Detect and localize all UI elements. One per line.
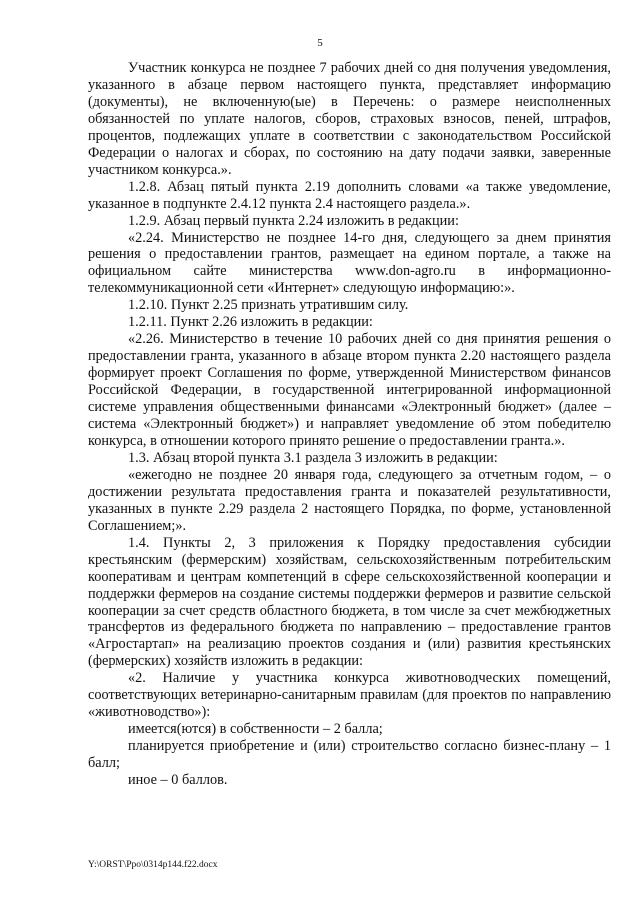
footer-file-path: Y:\ORST\Ppo\0314p144.f22.docx (88, 860, 218, 870)
document-body (88, 60, 611, 789)
paragraph-1-2-8: 1.2.8. Абзац пятый пункта 2.19 дополнить словами «а также уведомление, указанное в подпункте 2.4.12 пункта 2.4 настоящего раздела.». (88, 178, 611, 212)
paragraph-1-2-9: 1.2.9. Абзац первый пункта 2.24 изложить в редакции: (128, 212, 459, 229)
paragraph-score-other: иное – 0 баллов. (128, 772, 228, 789)
paragraph-score-planned: планируется приобретение и (или) строительство согласно бизнес-плану – 1 балл; (88, 738, 611, 772)
paragraph-annual-report: «ежегодно не позднее 20 января года, следующего за отчетным годом, – о достижении результата предоставления гранта и показателей результативности, указанных в пункте 2.29 раздела 2 настоящего Порядка, по форме, установленной Соглашением;». (88, 466, 611, 534)
paragraph-2-26: «2.26. Министерство в течение 10 рабочих дней со дня принятия решения о предоставлении гранта, указанного в абзаце втором пункта 2.20 настоящего раздела формирует проект Соглашения по форме, утвержденной Министерством финансов Российской Федерации, в государственной интегрированной информационной системе управления общественными финансами «Электронный бюджет» (далее – система «Электронный бюджет») и направляет уведомление об этом победителю конкурса, в отношении которого принято решение о предоставлении гранта.». (88, 331, 611, 449)
paragraph-2-24: «2.24. Министерство не позднее 14-го дня, следующего за днем принятия решения о предоставлении грантов, размещает на едином портале, а также на официальном сайте министерства www.don-agro.ru в информационно-телекоммуникационной сети «Интернет» следующую информацию:». (88, 229, 611, 297)
paragraph-1-4: 1.4. Пункты 2, 3 приложения к Порядку предоставления субсидии крестьянским (фермерским) хозяйствам, сельскохозяйственным потребительским кооперативам и центрам компетенций в сфере сельскохозяйственной кооперации и поддержки фермеров на создание системы поддержки фермеров и развитие сельской кооперации за счет средств областного бюджета, в том числе за счет межбюджетных трансфертов из федерального бюджета по направлению – предоставление грантов «Агростартап» на реализацию проектов создания и (или) развития крестьянских (фермерских) хозяйств изложить в редакции: (88, 534, 611, 670)
paragraph-score-owned: имеется(ются) в собственности – 2 балла; (128, 721, 383, 738)
paragraph-criterion-2: «2. Наличие у участника конкурса животноводческих помещений, соответствующих ветеринарно-санитарным правилам (для проектов по направлению «животноводство»): (88, 670, 611, 721)
page-number: 5 (317, 37, 323, 49)
paragraph-1-2-10: 1.2.10. Пункт 2.25 признать утратившим силу. (128, 297, 409, 314)
paragraph-1-3: 1.3. Абзац второй пункта 3.1 раздела 3 изложить в редакции: (128, 449, 498, 466)
paragraph-1-2-11: 1.2.11. Пункт 2.26 изложить в редакции: (128, 314, 373, 331)
paragraph-participant-info: Участник конкурса не позднее 7 рабочих дней со дня получения уведомления, указанного в абзаце первом настоящего пункта, представляет информацию (документы), не включенную(ые) в Перечень: о размере неисполненных обязанностей по уплате налогов, сборов, страховых взносов, пеней, штрафов, процентов, подлежащих уплате в соответствии с законодательством Российской Федерации о налогах и сборах, по состоянию на дату подачи заявки, заверенные участником конкурса.». (88, 60, 611, 178)
